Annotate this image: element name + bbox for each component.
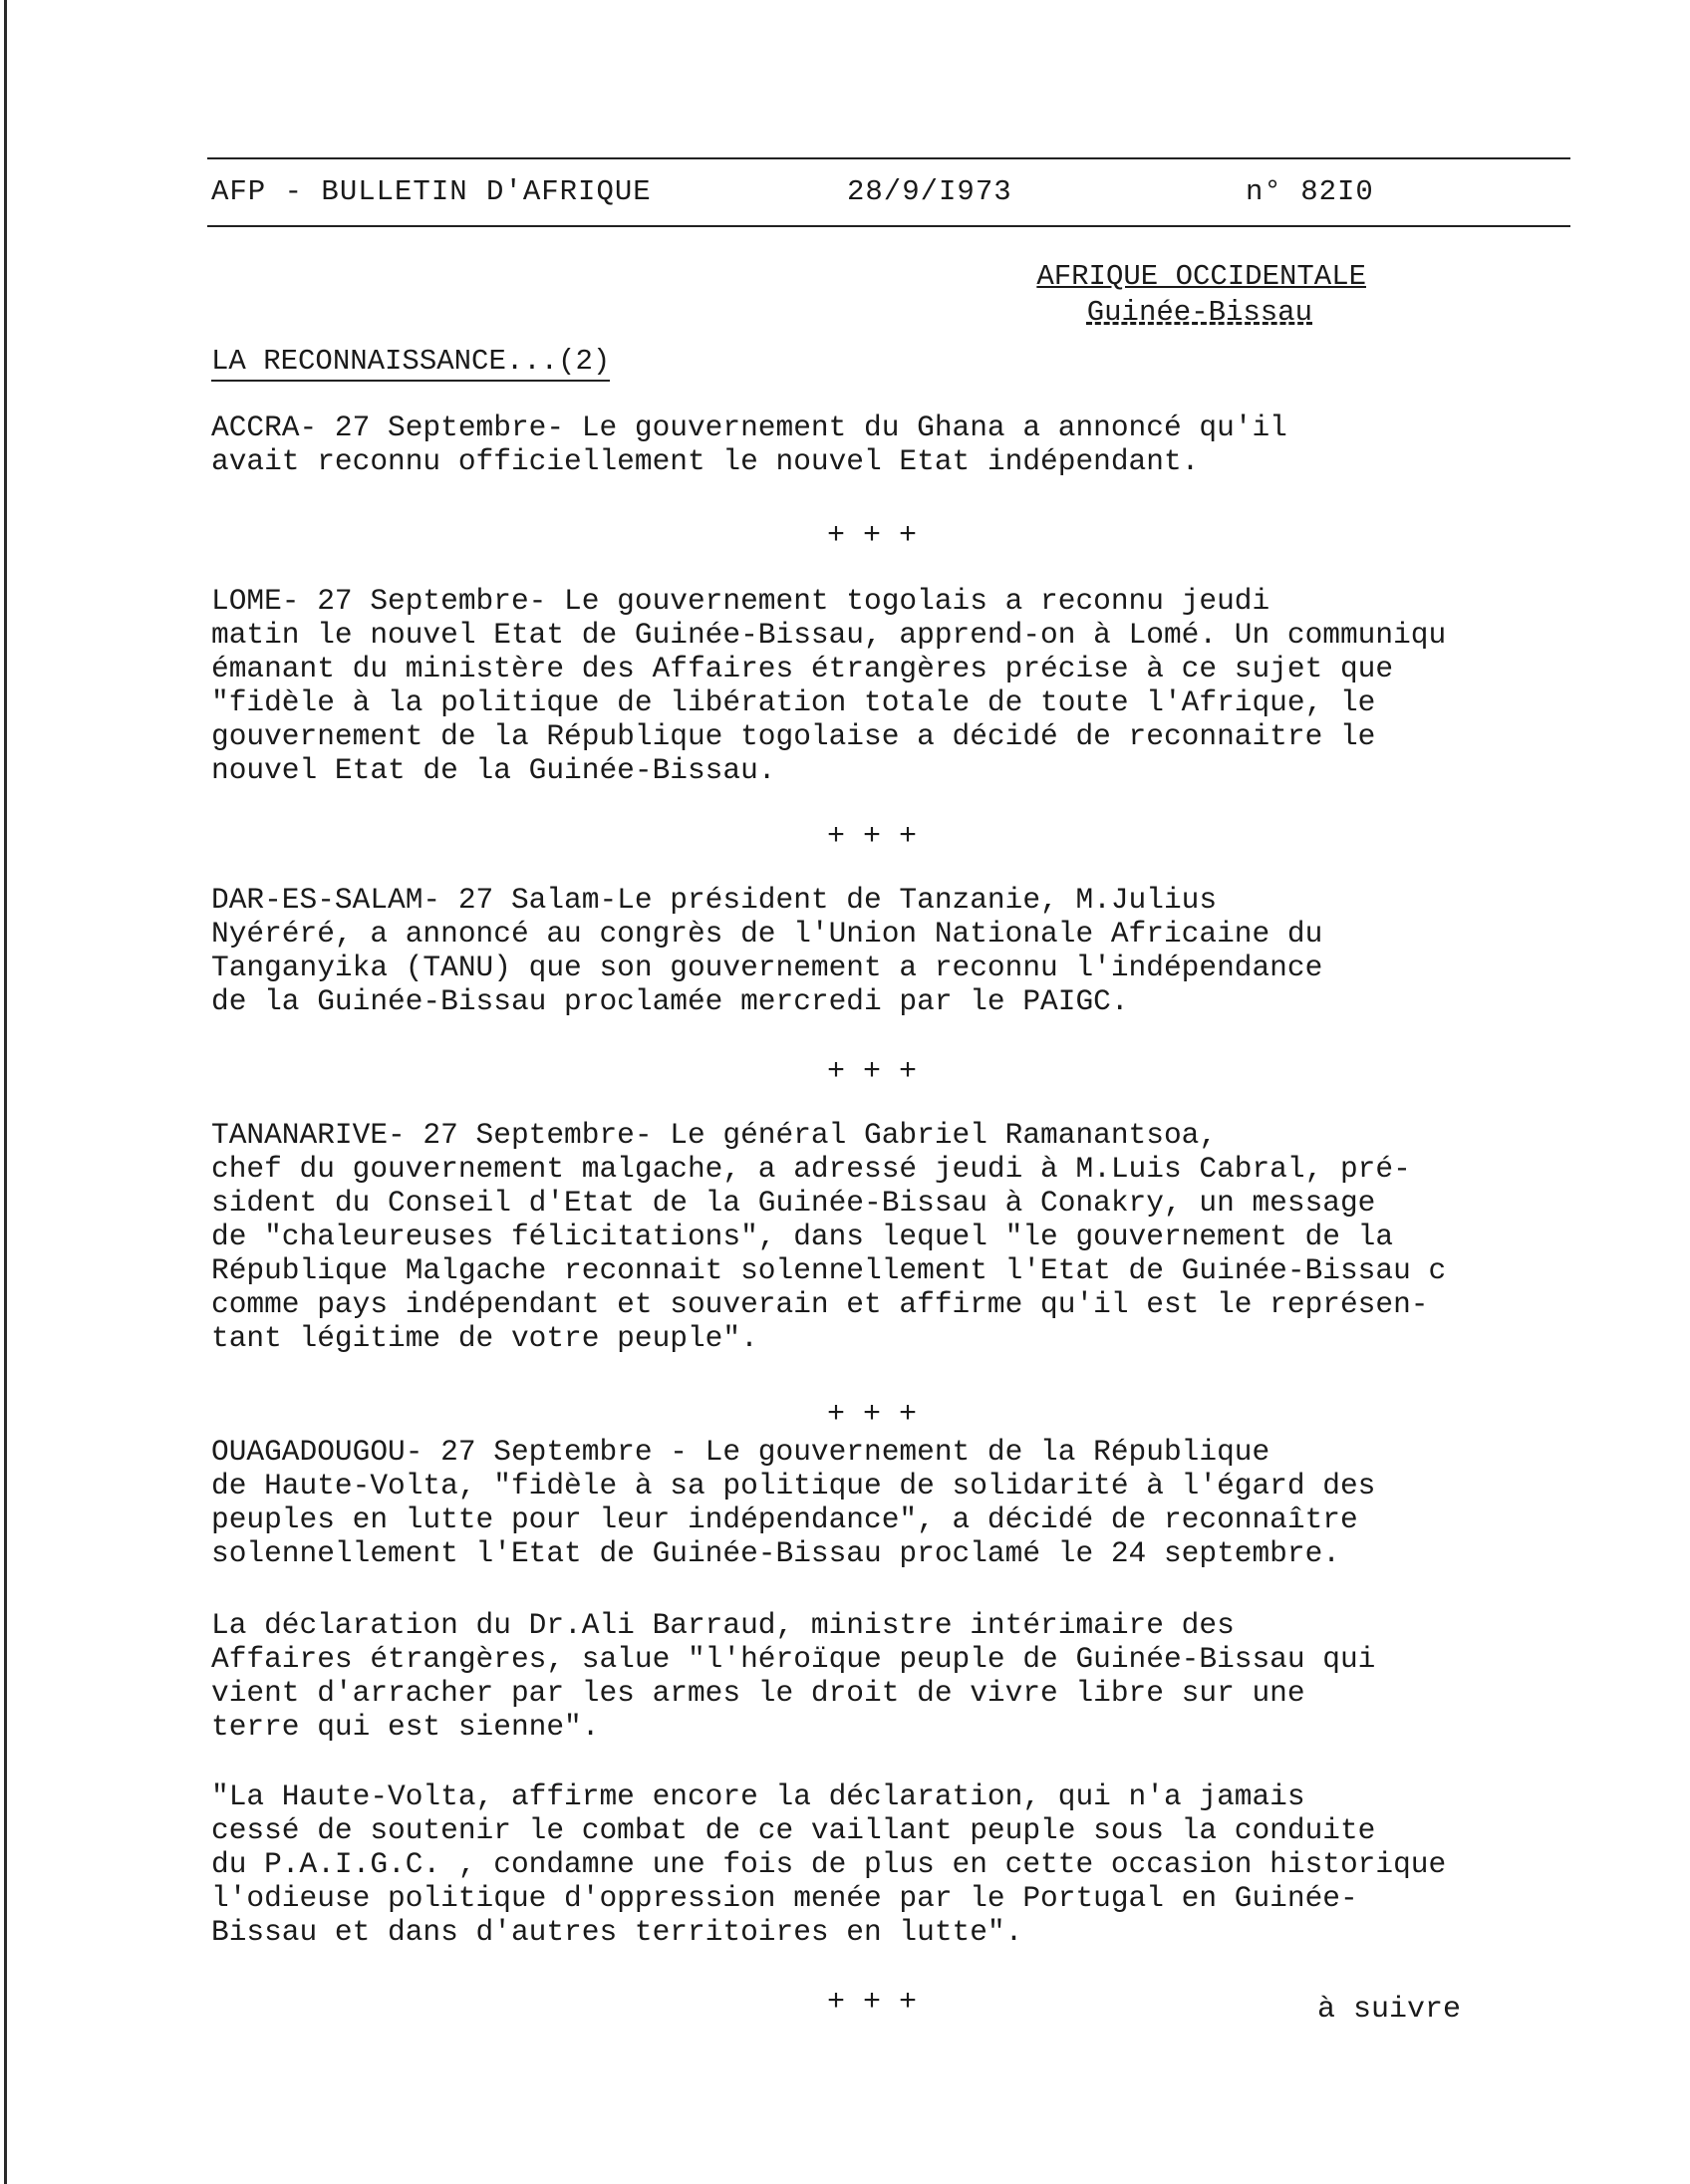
paragraph-lome: LOME- 27 Septembre- Le gouvernement togolais a reconnu jeudi matin le nouvel Etat de Guinée-Bissau, apprend-on à Lomé. Un communiqu émanant du ministère des Affaires étrangères précise à ce sujet que "fidèle à la politique de libération totale de toute l'Afrique, le gouvernement de la République togolaise a décidé de reconnaitre le nouvel Etat de la Guinée-Bissau. [211,584,1447,787]
section-country: Guinée-Bissau [1086,296,1312,329]
paragraph-dar-es-salam: DAR-ES-SALAM- 27 Salam-Le président de Tanzanie, M.Julius Nyéréré, a annoncé au congrès de l'Union Nationale Africaine du Tanganyika (TANU) que son gouvernement a reconnu l'indépendance de la Guinée-Bissau proclamée mercredi par le PAIGC. [211,883,1323,1018]
paragraph-declaration: La déclaration du Dr.Ali Barraud, ministre intérimaire des Affaires étrangères, salue "l'héroïque peuple de Guinée-Bissau qui vient d'arracher par les armes le droit de vivre libre sur une terre qui est sienne". [211,1608,1376,1744]
header-rule-top [207,157,1570,159]
section-region: AFRIQUE OCCIDENTALE [1036,260,1366,293]
separator: + + + [827,1398,918,1432]
article-headline: LA RECONNAISSANCE...(2) [211,345,610,382]
header-date: 28/9/I973 [847,175,1012,208]
paragraph-ouagadougou: OUAGADOUGOU- 27 Septembre - Le gouvernement de la République de Haute-Volta, "fidèle à sa politique de solidarité à l'égard des peuples en lutte pour leur indépendance", a décidé de reconnaître solennellement l'Etat de Guinée-Bissau proclamé le 24 septembre. [211,1435,1376,1570]
bulletin-header [207,175,1570,215]
separator: + + + [827,519,918,553]
header-rule-bottom [207,225,1570,227]
separator: + + + [827,1986,918,2020]
header-number: n° 82I0 [1246,175,1374,208]
paragraph-tananarive: TANANARIVE- 27 Septembre- Le général Gabriel Ramanantsoa, chef du gouvernement malgache, a adressé jeudi à M.Luis Cabral, pré- sident du Conseil d'Etat de la Guinée-Bissau à Conakry, un message de "chaleureuses félicitations", dans lequel "le gouvernement de la République Malgache reconnait solennellement l'Etat de Guinée-Bissau c comme pays indépendant et souverain et affirme qu'il est le représen- tant légitime de votre peuple". [211,1118,1447,1355]
page-border [4,0,7,2184]
continued-note: à suivre [1317,1993,1462,2027]
separator: + + + [827,1055,918,1089]
paragraph-haute-volta: "La Haute-Volta, affirme encore la déclaration, qui n'a jamais cessé de soutenir le combat de ce vaillant peuple sous la conduite du P.A.I.G.C. , condamne une fois de plus en cette occasion historique l'odieuse politique d'oppression menée par le Portugal en Guinée- Bissau et dans d'autres territoires en lutte". [211,1779,1447,1949]
header-source: AFP - BULLETIN D'AFRIQUE [211,175,652,208]
separator: + + + [827,820,918,854]
section-heading [1036,259,1366,331]
paragraph-accra: ACCRA- 27 Septembre- Le gouvernement du Ghana a annoncé qu'il avait reconnu officiellement le nouvel Etat indépendant. [211,410,1287,478]
